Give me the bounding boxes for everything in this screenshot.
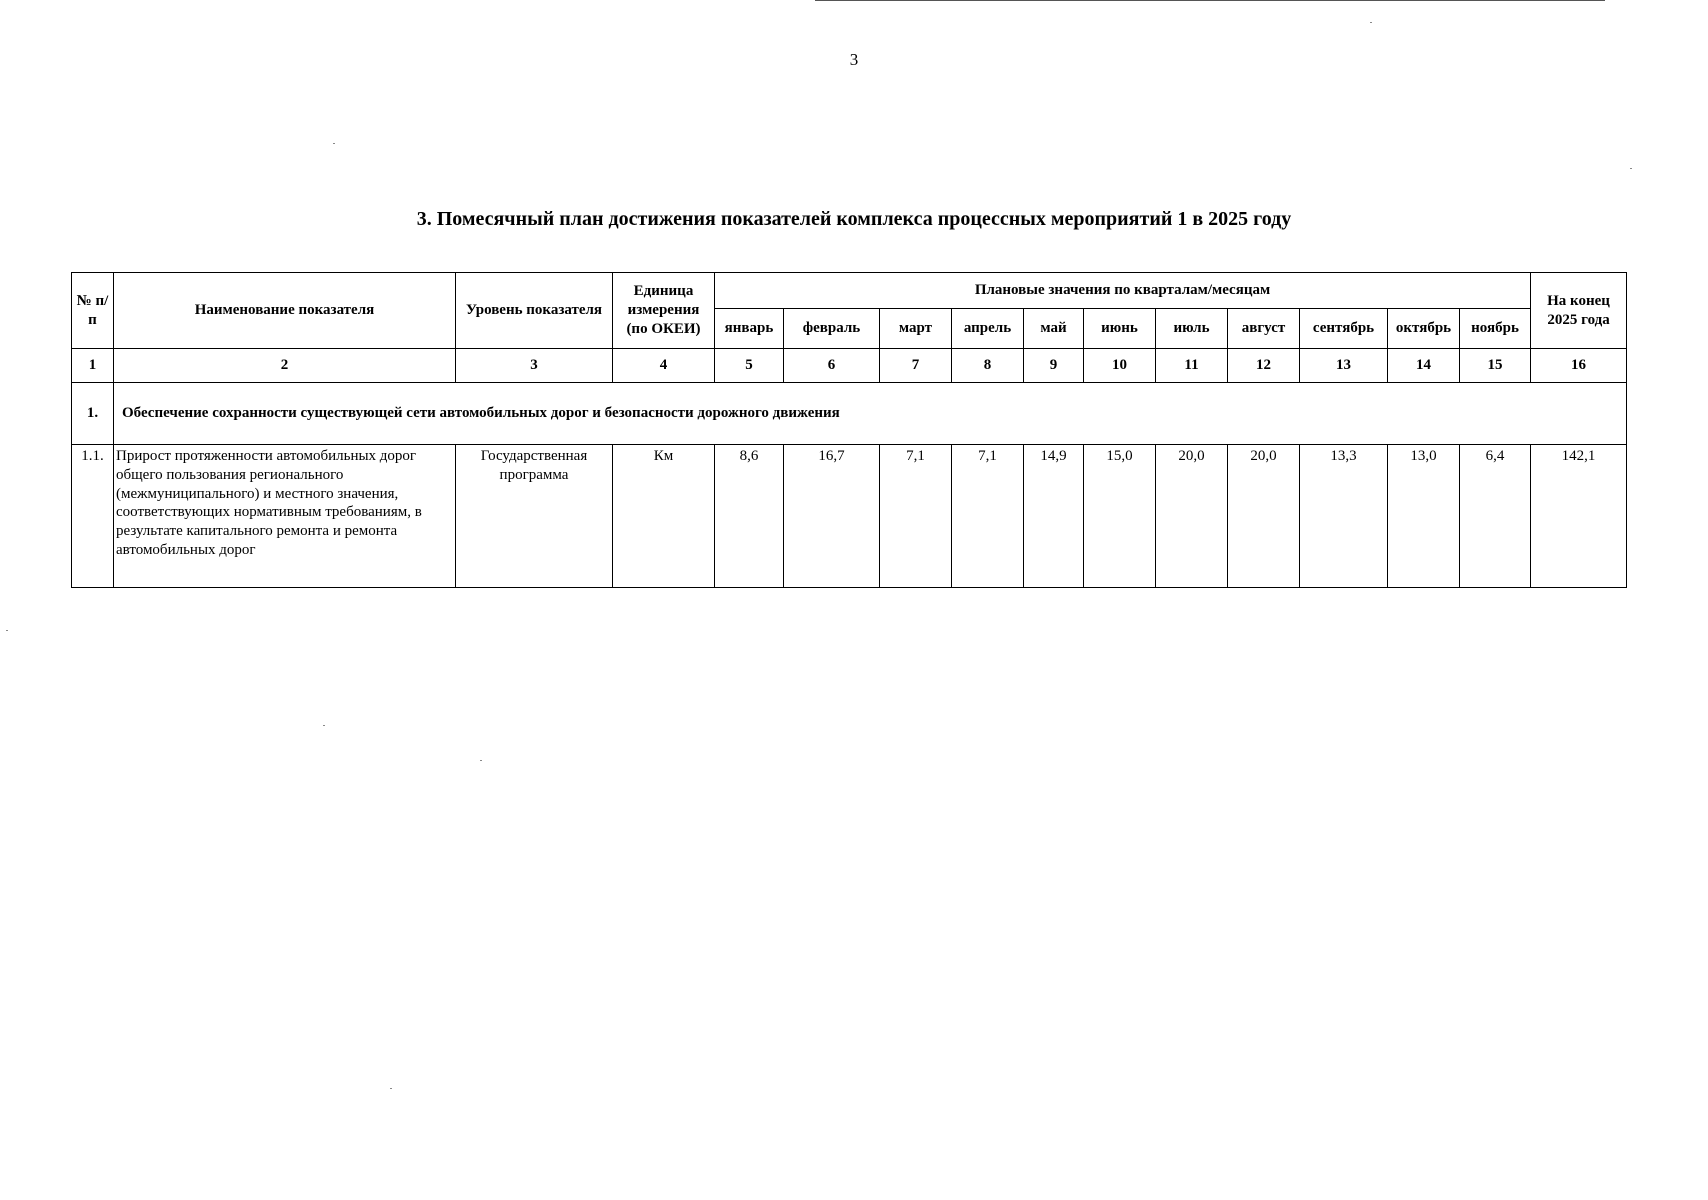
column-number: 1 xyxy=(72,349,114,383)
section-number: 1. xyxy=(72,383,114,445)
header-month: сентябрь xyxy=(1300,309,1388,349)
column-number: 12 xyxy=(1228,349,1300,383)
month-value: 15,0 xyxy=(1084,445,1156,588)
column-number: 15 xyxy=(1460,349,1531,383)
month-value: 8,6 xyxy=(715,445,784,588)
column-number: 9 xyxy=(1024,349,1084,383)
header-planned-values: Плановые значения по кварталам/месяцам xyxy=(715,273,1531,309)
header-indicator-name: Наименование показателя xyxy=(114,273,456,349)
scan-speck xyxy=(480,760,482,761)
column-number: 16 xyxy=(1531,349,1627,383)
column-number: 4 xyxy=(613,349,715,383)
header-row-top xyxy=(72,273,1627,309)
header-month: январь xyxy=(715,309,784,349)
column-number: 8 xyxy=(952,349,1024,383)
header-month: октябрь xyxy=(1388,309,1460,349)
month-value: 20,0 xyxy=(1156,445,1228,588)
document-title: 3. Помесячный план достижения показателей комплекса процессных мероприятий 1 в 2025 году xyxy=(416,208,1292,230)
header-num: № п/п xyxy=(72,273,114,349)
indicator-unit: Км xyxy=(613,445,715,588)
header-unit: Единица измерения (по ОКЕИ) xyxy=(613,273,715,349)
header-month: апрель xyxy=(952,309,1024,349)
scan-edge-line xyxy=(815,0,1605,1)
scan-speck xyxy=(390,1088,392,1089)
page-number: 3 xyxy=(849,50,859,69)
month-value: 20,0 xyxy=(1228,445,1300,588)
header-month: ноябрь xyxy=(1460,309,1531,349)
column-number: 13 xyxy=(1300,349,1388,383)
header-month: март xyxy=(880,309,952,349)
month-value: 13,0 xyxy=(1388,445,1460,588)
row-number: 1.1. xyxy=(72,445,114,588)
monthly-plan-table xyxy=(71,272,1627,588)
column-number: 14 xyxy=(1388,349,1460,383)
scan-speck xyxy=(1630,168,1632,169)
year-end-value: 142,1 xyxy=(1531,445,1627,588)
header-month: февраль xyxy=(784,309,880,349)
scan-speck xyxy=(6,630,8,631)
column-number: 3 xyxy=(456,349,613,383)
header-month: май xyxy=(1024,309,1084,349)
month-value: 6,4 xyxy=(1460,445,1531,588)
column-number: 2 xyxy=(114,349,456,383)
header-level: Уровень показателя xyxy=(456,273,613,349)
header-year-end: На конец 2025 года xyxy=(1531,273,1627,349)
header-month: июнь xyxy=(1084,309,1156,349)
month-value: 7,1 xyxy=(952,445,1024,588)
month-value: 14,9 xyxy=(1024,445,1084,588)
indicator-name: Прирост протяженности автомобильных дорог общего пользования регионального (межмуниципального) и местного значения, соответствующих нормативным требованиям, в результате капитального ремонта и ремонта автомобильных дорог xyxy=(114,445,456,588)
month-value: 7,1 xyxy=(880,445,952,588)
section-title: Обеспечение сохранности существующей сети автомобильных дорог и безопасности дорожного движения xyxy=(114,383,1627,445)
column-number: 6 xyxy=(784,349,880,383)
column-number: 7 xyxy=(880,349,952,383)
table-row xyxy=(72,445,1627,588)
indicator-level: Государственная программа xyxy=(456,445,613,588)
month-value: 13,3 xyxy=(1300,445,1388,588)
header-month: август xyxy=(1228,309,1300,349)
scan-speck xyxy=(1370,22,1372,23)
header-month: июль xyxy=(1156,309,1228,349)
scan-speck xyxy=(333,143,335,144)
scan-speck xyxy=(323,725,325,726)
column-number-row xyxy=(72,349,1627,383)
column-number: 5 xyxy=(715,349,784,383)
column-number: 11 xyxy=(1156,349,1228,383)
column-number: 10 xyxy=(1084,349,1156,383)
month-value: 16,7 xyxy=(784,445,880,588)
section-row xyxy=(72,383,1627,445)
